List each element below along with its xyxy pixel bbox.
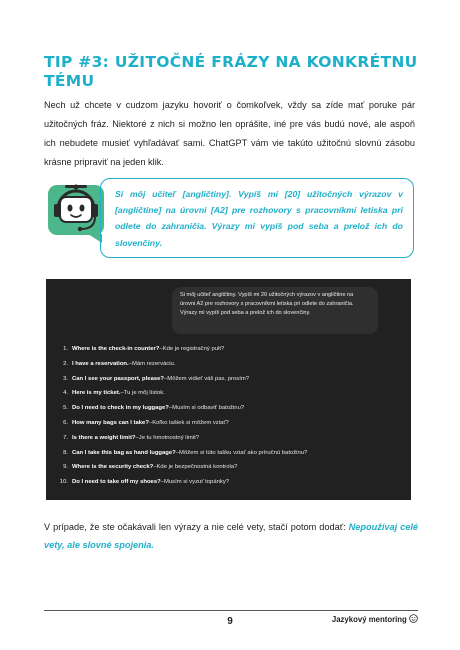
list-item-slovak: Tu je môj lístok. <box>123 390 165 397</box>
list-item-separator: – <box>148 419 153 426</box>
list-item <box>54 390 307 405</box>
list-item-number: 3. <box>63 375 68 382</box>
list-item-english: Here is my ticket. <box>72 390 121 397</box>
brand-name: Jazykový mentoring <box>331 615 407 624</box>
list-item <box>54 450 307 465</box>
list-item-separator: – <box>164 375 168 382</box>
list-item-separator: – <box>153 464 157 471</box>
phrase-list <box>54 346 307 494</box>
page-number: 9 <box>227 616 233 627</box>
list-item-slovak: Kde je bezpečnostná kontrola? <box>156 464 238 471</box>
list-item-english: Do I need to take off my shoes? <box>72 479 161 486</box>
list-item-separator: – <box>159 346 163 352</box>
prompt-text: Si môj učiteľ [angličtiny]. Vypíš mi [20] užitočných výrazov v [angličtine] na úrovni [A2] pre rozhovory s pracovníkmi letiska pri odlete do zahraničia. Výrazy mi vypíš pod seba a prelož ich do slovenčiny. <box>115 189 403 248</box>
outro-highlight: Nepoužívaj celé vety, ale slovné spojenia. <box>44 522 418 550</box>
list-item-english: I have a reservation. <box>72 360 129 367</box>
list-item-slovak: Môžem si túto tašku vziať ako príručnú batožinu? <box>179 449 308 456</box>
list-item-slovak: Musím si odbaviť batožinu? <box>172 405 245 412</box>
list-item-english: Where is the check-in counter? <box>72 346 160 352</box>
list-item-slovak: Kde je registračný pult? <box>162 346 225 352</box>
list-item <box>54 479 307 494</box>
list-item-separator: – <box>128 360 132 367</box>
list-item-english: Do I need to check in my luggage? <box>72 405 169 412</box>
footer-divider <box>44 610 418 611</box>
list-item <box>54 346 307 361</box>
list-item-english: How many bags can I take? <box>72 419 149 426</box>
list-item-separator: – <box>168 405 173 412</box>
list-item-english: Where is the security check? <box>72 464 154 471</box>
list-item-number: 5. <box>63 405 68 412</box>
outro-text: V prípade, že ste očakávali len výrazy a nie celé vety, stačí potom dodať: <box>44 522 349 532</box>
list-item-separator: – <box>160 479 164 486</box>
list-item-number: 10. <box>59 479 68 486</box>
list-item <box>54 420 307 435</box>
footer-brand <box>332 614 418 624</box>
robot-icon <box>48 183 108 245</box>
list-item <box>54 376 307 391</box>
list-item <box>54 435 307 450</box>
list-item-number: 4. <box>63 390 68 397</box>
list-item <box>54 464 307 479</box>
list-item-number: 2. <box>63 360 68 367</box>
list-item <box>54 361 307 376</box>
list-item-separator: – <box>120 390 124 397</box>
list-item-separator: – <box>175 449 180 456</box>
intro-paragraph: Nech už chcete v cudzom jazyku hovoriť o čomkoľvek, vždy sa zíde mať poruke pár užitočných fráz. Niektoré z nich si možno len oprášite, iné pre vás budú nové, ale aspoň ich nebudete musieť vyhľadávať sami. ChatGPT vám vie takúto užitočnú slovnú zásobu krásne pripraviť na jeden klik. <box>44 100 415 167</box>
user-message <box>172 287 378 334</box>
list-item-slovak: Môžem vidieť váš pas, prosím? <box>167 375 250 382</box>
list-item-number: 9. <box>63 464 68 471</box>
list-item-number: 8. <box>63 449 68 456</box>
list-item-slovak: Je tu hmotnostný limit? <box>138 434 200 441</box>
list-item-separator: – <box>135 434 139 441</box>
list-item-english: Can I take this bag as hand luggage? <box>72 449 176 456</box>
list-item-slovak: Koľko tašiek si môžem vziať? <box>152 419 229 426</box>
prompt-bubble <box>100 178 414 258</box>
list-item-english: Can I see your passport, please? <box>72 375 164 382</box>
smiley-icon <box>409 614 418 623</box>
outro-paragraph <box>44 518 418 554</box>
page-title: TIP #3: UŽITOČNÉ FRÁZY NA KONKRÉTNU TÉMU <box>44 53 418 90</box>
user-message-text: Si môj učiteľ angličtiny. Vypíš mi 20 užitočných výrazov v angličtine na úrovni A2 pre rozhovory s pracovníkmi letiska pri odlete do zahraničia. Výrazy mi vypíš pod seba a prelož ich do slovenčiny. <box>180 292 354 317</box>
list-item-number: 1. <box>63 346 68 352</box>
list-item-number: 6. <box>63 419 68 426</box>
list-item-english: Is there a weight limit? <box>72 434 136 441</box>
list-item <box>54 405 307 420</box>
chatgpt-screenshot <box>46 279 411 500</box>
list-item-number: 7. <box>63 434 68 441</box>
list-item-slovak: Musím si vyzuť topánky? <box>163 479 230 486</box>
list-item-slovak: Mám rezerváciu. <box>131 360 176 367</box>
